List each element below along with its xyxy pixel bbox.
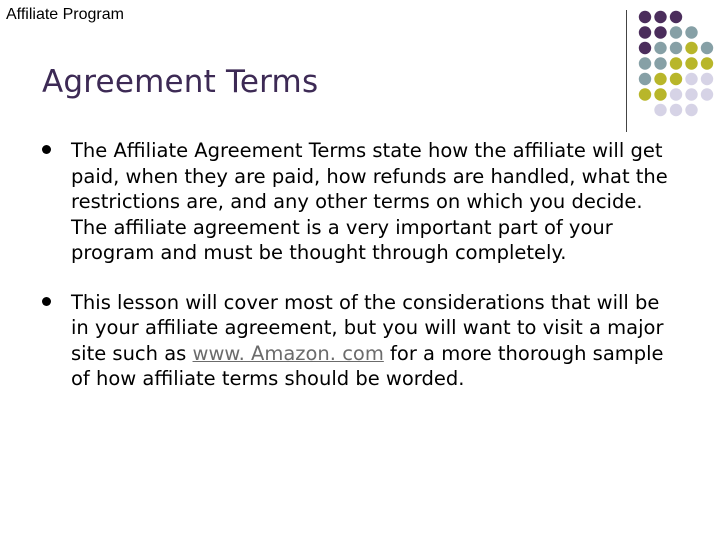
decor-dot <box>685 104 697 116</box>
decor-dot <box>685 88 697 100</box>
decor-dot <box>670 26 682 38</box>
decor-dot <box>654 26 666 38</box>
decor-dot <box>685 57 697 69</box>
decor-dot <box>639 26 651 38</box>
bullet-text-after: for a more thorough sample of how affiliate terms should be worded. <box>71 341 664 390</box>
decor-dot <box>685 26 697 38</box>
list-item <box>42 290 682 392</box>
decor-dot <box>701 73 713 85</box>
bullet-list <box>42 138 682 416</box>
decor-dot <box>654 57 666 69</box>
decor-dot <box>654 88 666 100</box>
decor-dot <box>654 73 666 85</box>
decor-dot <box>685 42 697 54</box>
decor-dot <box>654 11 666 23</box>
decor-dot <box>670 88 682 100</box>
bullet-icon <box>42 297 51 306</box>
decor-dot <box>670 73 682 85</box>
decor-dot <box>670 42 682 54</box>
decor-dot <box>639 57 651 69</box>
decor-dot <box>654 104 666 116</box>
decor-dot <box>701 57 713 69</box>
decor-dot <box>670 104 682 116</box>
decor-dot <box>670 57 682 69</box>
decor-dot <box>701 42 713 54</box>
decor-dot <box>639 88 651 100</box>
decor-dot <box>639 42 651 54</box>
decor-dot <box>654 42 666 54</box>
decor-dot <box>639 11 651 23</box>
decor-dot <box>701 88 713 100</box>
decor-dot <box>685 73 697 85</box>
slide-title: Agreement Terms <box>42 64 319 100</box>
decor-dot <box>670 11 682 23</box>
decor-dot <box>639 73 651 85</box>
amazon-link[interactable]: www. Amazon. com <box>192 341 384 365</box>
bullet-text: The Affiliate Agreement Terms state how the affiliate will get paid, when they are paid, how refunds are handled, what the restrictions are, and any other terms on which you decide. The affiliate agreement is a very important part of your program and must be thought through completely. <box>71 139 668 264</box>
bullet-text-before: This lesson will cover most of the considerations that will be in your affiliate agreement, but you will want to visit a major site such as <box>71 290 664 365</box>
header-title: Affiliate Program <box>6 6 124 23</box>
divider <box>626 10 627 132</box>
decorative-dot-grid <box>638 10 720 120</box>
list-item <box>42 138 682 266</box>
bullet-icon <box>42 145 51 154</box>
